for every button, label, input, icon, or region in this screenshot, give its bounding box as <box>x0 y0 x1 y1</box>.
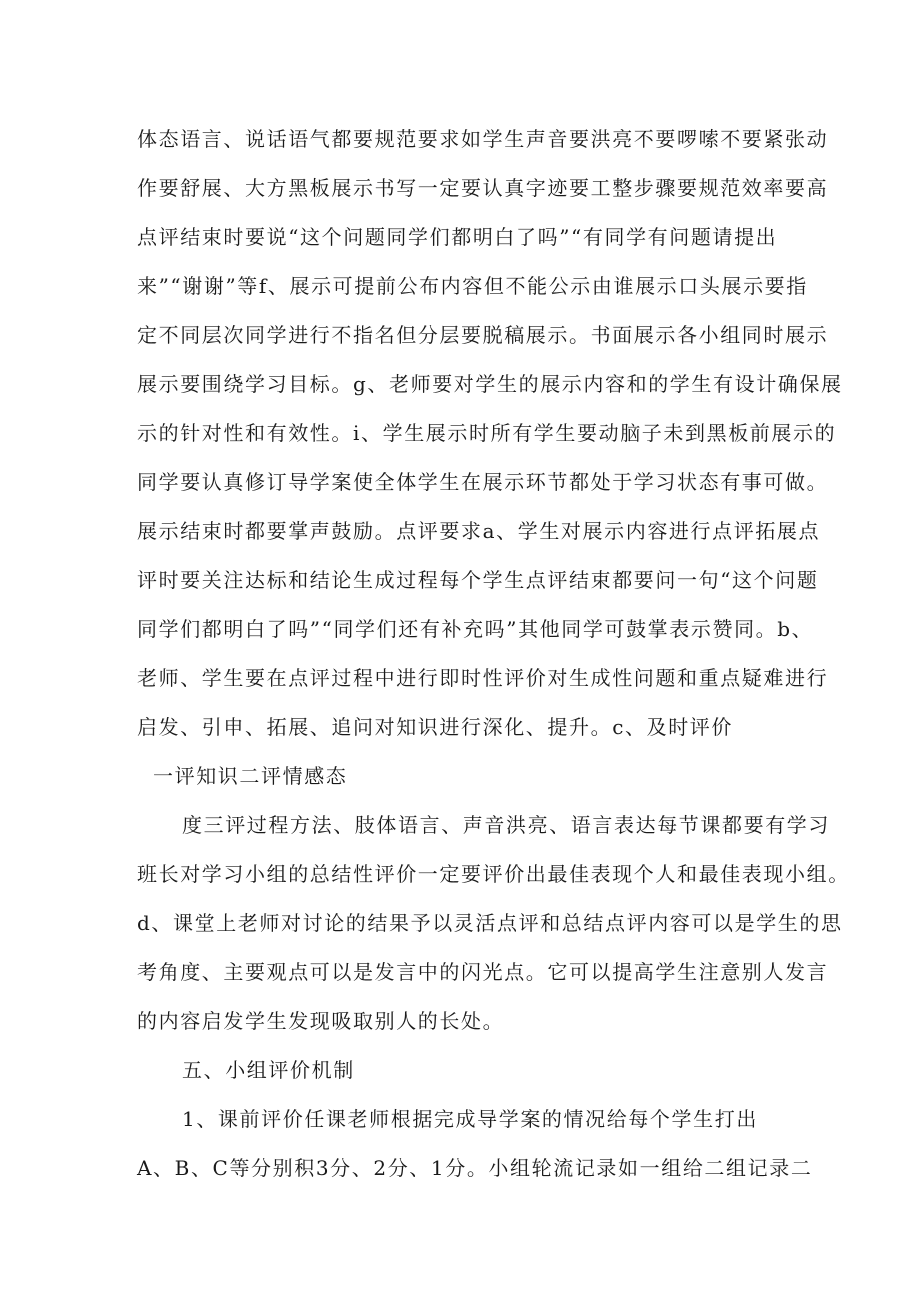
paragraph-line: 度三评过程方法、肢体语言、声音洪亮、语言表达每节课都要有学习 <box>182 813 830 837</box>
paragraph-line: A、B、C等分别积3分、2分、1分。小组轮流记录如一组给二组记录二 <box>137 1156 813 1180</box>
paragraph-line: 展示结束时都要掌声鼓励。点评要求a、学生对展示内容进行点评拓展点 <box>137 519 821 543</box>
paragraph-line: 老师、学生要在点评过程中进行即时性评价对生成性问题和重点疑难进行 <box>137 666 829 690</box>
paragraph-line: 的内容启发学生发现吸取别人的长处。 <box>137 1009 505 1033</box>
paragraph-line: 定不同层次同学进行不指名但分层要脱稿展示。书面展示各小组同时展示 <box>137 323 829 347</box>
paragraph-line: 同学要认真修订导学案使全体学生在展示环节都处于学习状态有事可做。 <box>137 470 829 494</box>
section-heading: 五、小组评价机制 <box>182 1058 355 1082</box>
paragraph-line: 示的针对性和有效性。i、学生展示时所有学生要动脑子未到黑板前展示的 <box>137 421 837 445</box>
paragraph-line: 来”“谢谢”等f、展示可提前公布内容但不能公示由谁展示口头展示要指 <box>137 274 808 298</box>
paragraph-line: d、课堂上老师对讨论的结果予以灵活点评和总结点评内容可以是学生的思 <box>137 911 843 935</box>
paragraph-line: 一评知识二评情感态 <box>153 764 348 788</box>
paragraph-line: 启发、引申、拓展、追问对知识进行深化、提升。c、及时评价 <box>137 715 734 739</box>
paragraph-line: 1、课前评价任课老师根据完成导学案的情况给每个学生打出 <box>182 1107 758 1131</box>
paragraph-line: 同学们都明白了吗”“同学们还有补充吗”其他同学可鼓掌表示赞同。b、 <box>137 617 814 641</box>
paragraph-line: 展示要围绕学习目标。g、老师要对学生的展示内容和的学生有设计确保展 <box>137 372 843 396</box>
paragraph-line: 点评结束时要说“这个问题同学们都明白了吗”“有同学有问题请提出 <box>137 225 778 249</box>
paragraph-line: 考角度、主要观点可以是发言中的闪光点。它可以提高学生注意别人发言 <box>137 960 829 984</box>
paragraph-line: 班长对学习小组的总结性评价一定要评价出最佳表现个人和最佳表现小组。 <box>137 862 850 886</box>
paragraph-line: 评时要关注达标和结论生成过程每个学生点评结束都要问一句“这个问题 <box>137 568 819 592</box>
paragraph-line: 作要舒展、大方黑板展示书写一定要认真字迹要工整步骤要规范效率要高 <box>137 176 829 200</box>
paragraph-line: 体态语言、说话语气都要规范要求如学生声音要洪亮不要啰嗦不要紧张动 <box>137 127 829 151</box>
